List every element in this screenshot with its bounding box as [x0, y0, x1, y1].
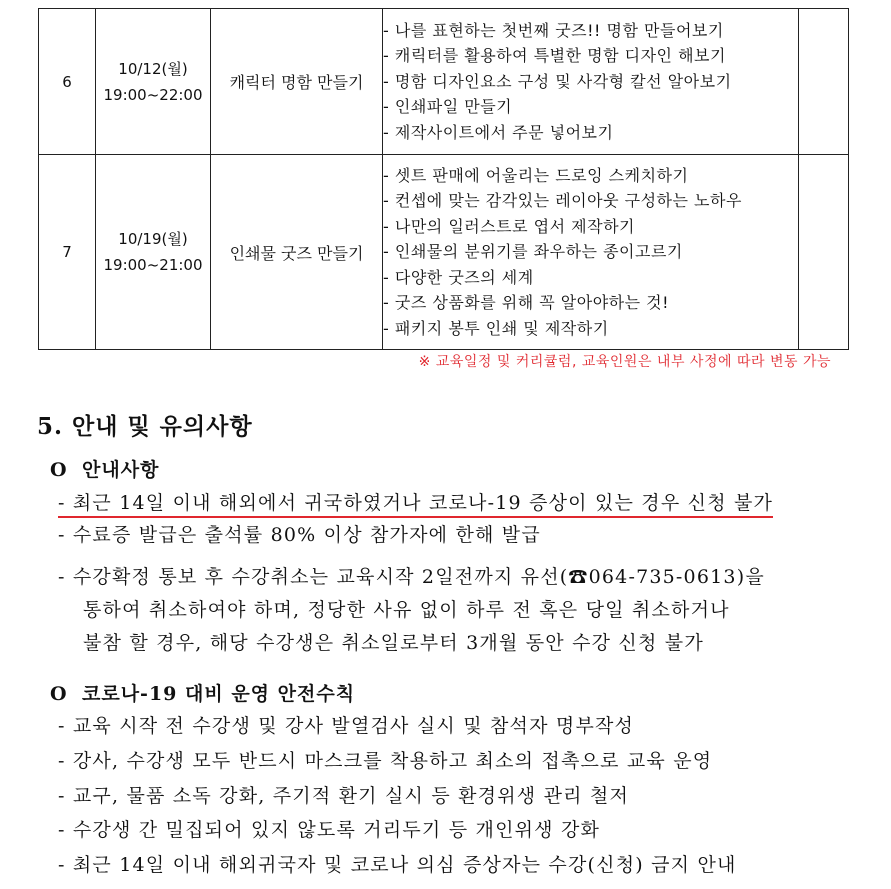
list-item: - 컨셉에 맞는 감각있는 레이아웃 구성하는 노하우	[383, 191, 742, 211]
session-datetime	[96, 155, 211, 350]
session-date: 10/19(월)	[118, 230, 188, 248]
guide-heading-label: 안내사항	[82, 459, 160, 481]
list-item: - 나를 표현하는 첫번째 굿즈!! 명함 만들어보기	[383, 20, 724, 40]
circle-bullet-icon: O	[50, 459, 68, 481]
list-item: - 명함 디자인요소 구성 및 사각형 칼선 알아보기	[383, 71, 732, 91]
list-item: - 패키지 봉투 인쇄 및 제작하기	[383, 318, 609, 338]
list-item: - 제작사이트에서 주문 넣어보기	[383, 122, 614, 142]
guide-line-continued: 통하여 취소하여야 하며, 정당한 사유 없이 하루 전 혹은 당일 취소하거나	[83, 599, 730, 621]
session-content	[383, 155, 799, 350]
session-time: 19:00~22:00	[103, 85, 203, 104]
section-title: 5. 안내 및 유의사항	[37, 413, 253, 440]
covid-rule: - 교육 시작 전 수강생 및 강사 발열검사 실시 및 참석자 명부작성	[58, 715, 635, 737]
guide-line: - 수강확정 통보 후 수강취소는 교육시작 2일전까지 유선(☎064-735-0613)을	[58, 566, 765, 588]
guide-line	[58, 488, 773, 515]
covid-rule: - 강사, 수강생 모두 반드시 마스크를 착용하고 최소의 접촉으로 교육 운영	[58, 750, 713, 772]
list-item: - 캐릭터를 활용하여 특별한 명함 디자인 해보기	[383, 46, 726, 66]
session-number: 6	[39, 9, 96, 155]
table-row	[39, 9, 849, 155]
highlighted-notice: - 최근 14일 이내 해외에서 귀국하였거나 코로나-19 증상이 있는 경우 신청 불가	[58, 492, 773, 518]
session-number: 7	[39, 155, 96, 350]
session-date: 10/12(월)	[118, 59, 188, 78]
circle-bullet-icon: O	[50, 683, 68, 705]
covid-rule: - 최근 14일 이내 해외귀국자 및 코로나 의심 증상자는 수강(신청) 금지 안내	[58, 854, 737, 876]
empty-cell	[799, 155, 849, 350]
guide-line-continued: 불참 할 경우, 해당 수강생은 취소일로부터 3개월 동안 수강 신청 불가	[83, 632, 704, 654]
list-item: - 인쇄물의 분위기를 좌우하는 종이고르기	[383, 242, 683, 262]
list-item: - 나만의 일러스트로 엽서 제작하기	[383, 216, 636, 236]
table-row	[39, 155, 849, 350]
list-item: - 다양한 굿즈의 세계	[383, 267, 534, 287]
list-item: - 인쇄파일 만들기	[383, 97, 513, 117]
covid-rule: - 교구, 물품 소독 강화, 주기적 환기 실시 등 환경위생 관리 철저	[58, 785, 630, 807]
session-title: 인쇄물 굿즈 만들기	[211, 155, 383, 350]
schedule-note: ※ 교육일정 및 커리큘럼, 교육인원은 내부 사정에 따라 변동 가능	[418, 354, 831, 370]
covid-heading-label: 코로나-19 대비 운영 안전수칙	[82, 683, 356, 705]
covid-heading	[50, 679, 355, 706]
list-item: - 굿즈 상품화를 위해 꼭 알아야하는 것!	[383, 293, 670, 313]
covid-rule: - 수강생 간 밀집되어 있지 않도록 거리두기 등 개인위생 강화	[58, 819, 601, 841]
schedule-table	[38, 8, 849, 350]
guide-line: - 수료증 발급은 출석률 80% 이상 참가자에 한해 발급	[58, 524, 541, 546]
list-item: - 셋트 판매에 어울리는 드로잉 스케치하기	[383, 165, 689, 185]
session-content	[383, 9, 799, 155]
session-datetime	[96, 9, 211, 155]
session-time: 19:00~21:00	[103, 256, 203, 274]
guide-heading	[50, 455, 159, 482]
empty-cell	[799, 9, 849, 155]
session-title: 캐릭터 명함 만들기	[211, 9, 383, 155]
